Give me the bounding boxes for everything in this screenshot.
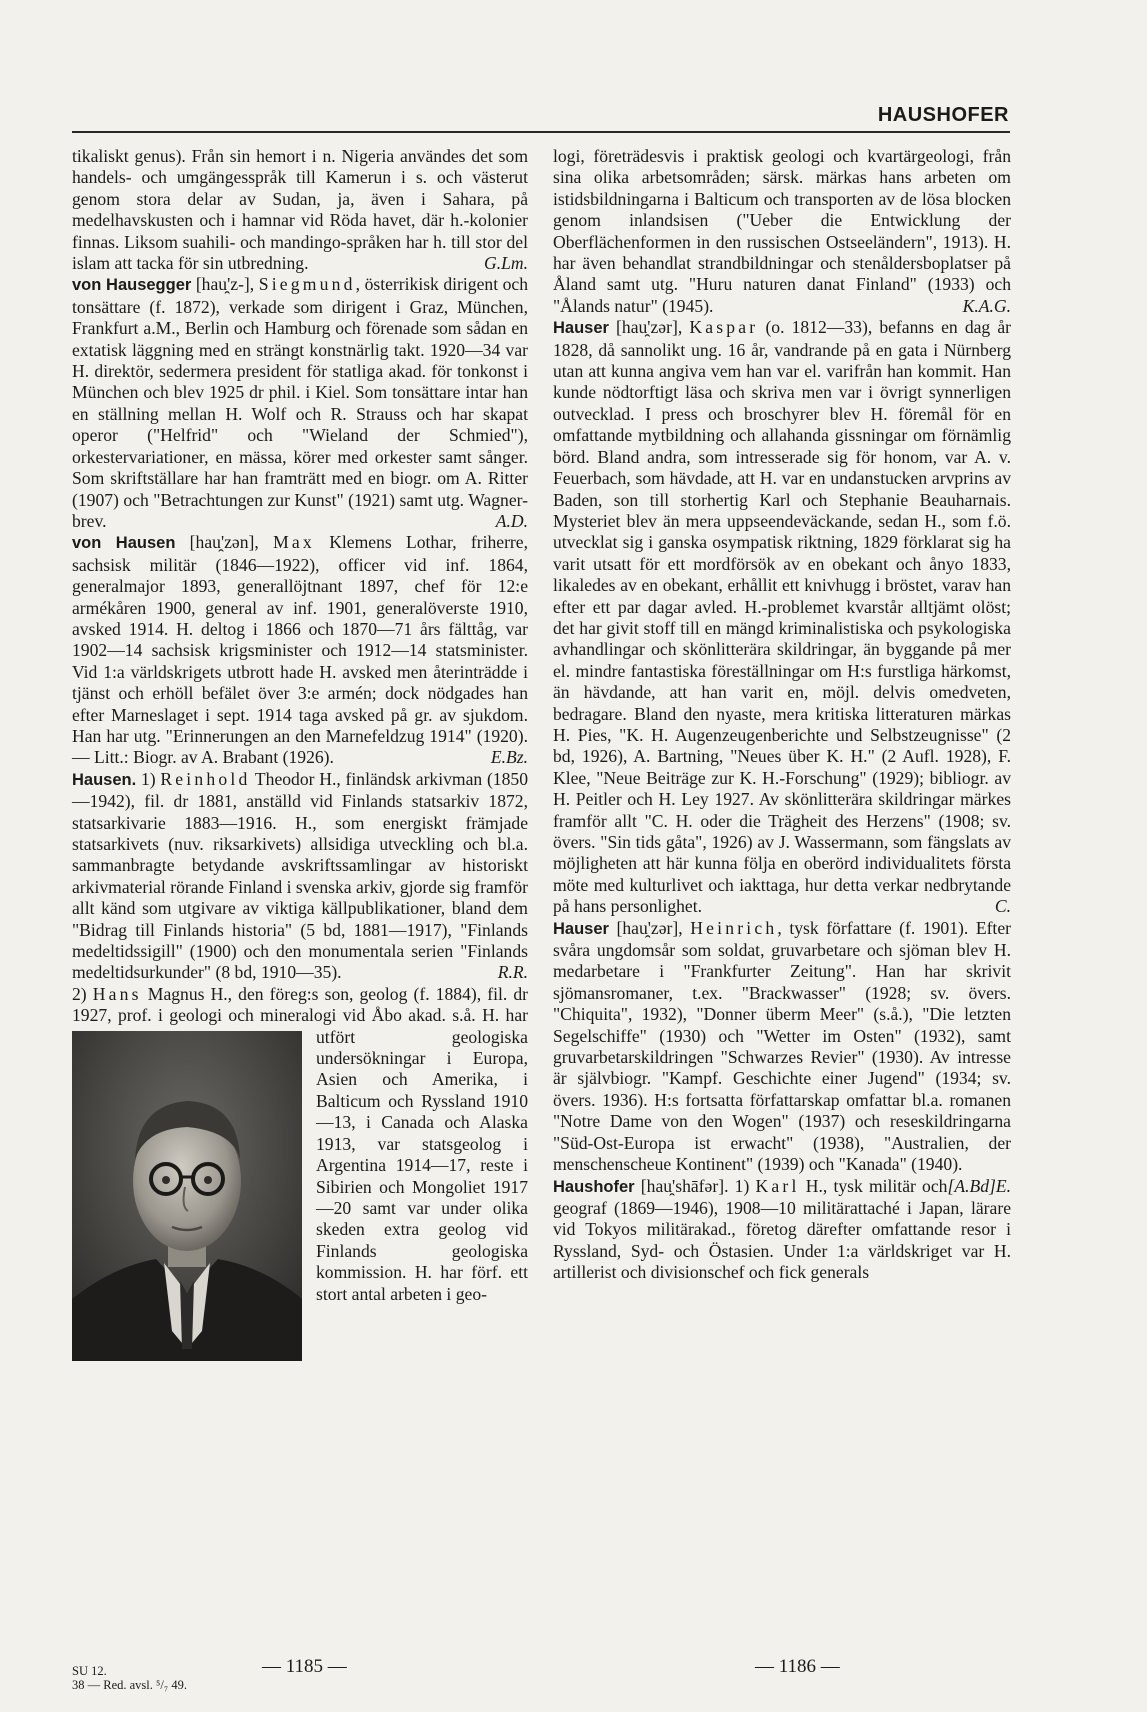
entry-headword: Hausen.: [72, 770, 137, 789]
author-signature: K.A.G.: [962, 295, 1011, 316]
entry-hausen-hans-cont: [553, 146, 1011, 317]
entry-given-name: Kaspar: [689, 317, 759, 338]
print-signature-line: SU 12.: [72, 1664, 107, 1678]
entry-pronunciation: [hau̯'zən],: [175, 532, 274, 553]
entry-hausen-reinhold: [72, 769, 528, 984]
entry-given-name: Max: [273, 532, 315, 553]
entry-pronunciation: [hau̯'zər],: [608, 917, 691, 938]
right-column: [553, 146, 1011, 1284]
author-signature: A.D.: [495, 510, 528, 531]
entry-text: , österrikisk dirigent och tonsättare (f. 1872), verkade som dirigent i Graz, München, Frankfurt a.M., Berlin och Hamburg och förenade som sådan en extatisk läggning med en strängt konstnärlig takt. 1920—34 var H. direktör, sedermera president för statliga akad. för tonkonst i München och blev 1925 dr phil. i Kiel. Som tonsättare intar han en ställning mellan H. Wolf och R. Strauss och har skapat operor ("Helfrid" och "Wieland der Schmied"), orkestervariationer, en mässa, körer med orkester samt sånger. Som skriftställare har han framträtt med en biogr. om A. Ritter (1907) och "Betrachtungen zur Kunst" (1921) samt utg. Wagner-brev.: [72, 274, 529, 531]
page-number-left: — 1185 —: [262, 1656, 347, 1677]
entry-given-name: Karl: [755, 1175, 800, 1196]
print-signature: [72, 1664, 187, 1692]
entry-given-name: Hans: [92, 983, 142, 1004]
entry-pronunciation: [hau̯'z-],: [191, 274, 259, 295]
page-number-right: — 1186 —: [755, 1656, 840, 1677]
entry-headword: Haushofer: [553, 1177, 635, 1196]
entry-headword: Hauser: [553, 919, 609, 938]
entry-hauser-kaspar: [553, 317, 1011, 917]
author-signature: E.Bz.: [490, 747, 528, 768]
print-signature-line: 38 — Red. avsl. ⁵/₇ 49.: [72, 1678, 187, 1692]
entry-text: H., tysk militär och geograf (1869—1946), 1908—10 militärattaché i Japan, lärare vid Tokyos militärakad., företog därefter omfattande resor i Ryssland, Syd- och Östasien. Under 1:a världskriget var H. artillerist och divisionschef och fick generals: [553, 1175, 1011, 1283]
entry-given-name: Reinhold: [160, 768, 251, 789]
entry-text: Klemens Lothar, friherre, sachsisk militär (1846—1922), officer vid inf. 1864, generalmajor 1893, generallöjtnant 1897, chef för 12:e armékåren 1900, general av inf. 1901, generalöverste 1910, avsked 1914. H. deltog i 1866 och 1870—71 års fälttåg, var 1902—14 sachsisk krigsminister och 1912—14 statsminister. Vid 1:a världskrigets utbrott hade H. avsked men återinträdde i tjänst och erhöll befälet över 3:e armén; dock nödgades han efter Marneslaget i sept. 1914 taga avsked på gr. av sjukdom. Han har utg. "Erinnerungen an den Marnefeldzug 1914" (1920). — Litt.: Biogr. av A. Brabant (1926).: [72, 532, 529, 768]
entry-pronunciation: 2): [72, 983, 93, 1004]
entry-headword: Hauser: [553, 319, 609, 338]
entry-hausegger: [72, 274, 528, 532]
entry-headword: von Hausegger: [72, 276, 192, 295]
author-signature: G.Lm.: [484, 253, 528, 274]
entry-text: tikaliskt genus). Från sin hemort i n. Nigeria användes det som handels- och umgängesspråk till Kamerun i s. och västerut genom stora delar av Sudan, ja, även i Sahara, på medelhavskusten och i hamnar vid Röda havet, där h.-kolonier finnas. Liksom suahili- och mandingo-språken har h. till stor del islam att tacka för sin utbredning.: [72, 146, 528, 274]
entry-text: logi, företrädesvis i praktisk geologi och kvartärgeologi, från sina olika arbetsområden; särsk. märkas hans arbeten om istidsbildningarna i Balticum och transporten av de lösa blocken genom inlandsisen ("Ueber die Entwicklung der Oberflächenformen in den russischen Ostseeländern", 1913). H. har även behandlat strandbildningar och stenåldersboplatser på Åland samt utg. "Huru naturen danat Finland" (1933) och "Ålands natur" (1945).: [553, 146, 1011, 316]
entry-haushofer: [553, 1176, 1011, 1284]
entry-pronunciation: [hau̯'zər],: [608, 317, 690, 338]
entry-pronunciation: 1): [136, 768, 161, 789]
portrait-photo: [72, 1031, 302, 1361]
header-rule: [72, 131, 1010, 133]
running-head: HAUSHOFER: [877, 104, 1009, 126]
entry-pronunciation: [hau̯'shāfər]. 1): [634, 1175, 756, 1196]
entry-given-name: Heinrich: [690, 917, 778, 938]
entry-text: , tysk författare (f. 1901). Efter svåra ungdomsår som soldat, gruvarbetare och sjöman blev H. medarbetare i "Frankfurter Zeitung". Han har skrivit sjömansromaner, t.ex. "Brackwasser" (1928; sv. övers. "Chiquita", 1932), "Donner überm Meer" (s.å.), "Die letzten Segelschiffe" (1930) och "Wetter im Osten" (1932), samt gruvarbetarskildringen "Schwarzes Revier" (1930). Av intresse är självbiogr. "Kampf. Geschichte einer Jugend" (1934; sv. övers. 1936). H:s fortsatta författarskap omfattar bl.a. romanen "Notre Dame von den Wogen" (1937) och reseskildringarna "Süd-Ost-Europa ist erwacht" (1938), "Australien, der menschenscheue Kontinent" (1939) och "Kanada" (1940).: [553, 917, 1011, 1175]
entry-text: undersökningar i Europa, Asien och Amerika, i Balticum och Ryssland 1910—13, i Canada och Alaska 1913, var statsgeolog i Argentina 1914—17, reste i Sibirien och Mongoliet 1917—20 samt var under olika skeden extra geolog vid Finlands geologiska kommission. H. har förf. ett stort antal arbeten i geo-: [316, 1048, 528, 1304]
author-signature: C.: [994, 896, 1011, 917]
entry-text: (o. 1812—33), befanns en dag år 1828, då sannolikt ung. 16 år, vandrande på en gata i Nürnberg utan att kunna angiva vem han var el. varifrån han kommit. Han kunde nödtorftigt läsa och skriva men var i övrigt synnerligen outvecklad. I press och broschyrer blev H. föremål för en omfattande mytbildning och allahanda gissningar om förnämlig börd. Bland andra, som intresserade sig för honom, var A. v. Feuerbach, som hävdade, att H. var en undanstucken arvprins av Baden, son till storhertig Karl och Stephanie Beauharnais. Mysteriet blev än mera uppseendeväckande, sedan H., som f.ö. utvecklat sig i ganska osympatisk riktning, 1829 förklarat sig ha varit utsatt för ett mordförsök av en obekant och ånyo 1833, likaledes av en obekant, erhållit ett knivhugg i bröstet, varav han efter ett par dagar avled. H.-problemet kvarstår alltjämt olöst; det har givit stoff till en mängd kriminalistiska och psykologiska avhandlingar och skönlitterära skildringar, än byggande på mer el. mindre fantastiska föreställningar om H:s furstliga härkomst, än hävdande, att han varit en, möjl. delvis omedveten, bedragare. Bland den nyaste, mera kritiska litteraturen märkas H. Pies, "K. H. Augenzeugenberichte und Selbstzeugnisse" (2 bd, 1926), A. Bartning, "Neues über K. H." (2 Aufl. 1928), F. Klee, "Neue Beiträge zur K. H.-Forschung" (1929); bibliogr. av H. Peitler och H. Ley 1927. Av skönlitterära skildringar märkes framför allt "C. H. oder die Trägheit des Herzens" (1908; sv. övers. "Sin tids gåta", 1926) av J. Wassermann, som fängslats av möjligheten att här kunna följa en oberörd individualitets första möte med kulturlivet och iakttaga, hur detta verkar nedbrytande på hans personlighet.: [553, 317, 1011, 917]
entry-von-hausen: [72, 532, 528, 768]
entry-text: Theodor H., finländsk arkivman (1850—1942), fil. dr 1881, anställd vid Finlands statsarkiv 1872, statsarkivarie 1883—1916. H., som energiskt främjade statsarkivets (nuv. riksarkivets) allsidiga utveckling och bl.a. sammanbragte betydande avskriftssamlingar av historiskt arkivmaterial rörande Finland i svenska arkiv, gjorde sig framför allt känd som utgivare av viktiga källpublikationer, bland dem "Bidrag till Finlands historia" (5 bd, 1881—1917), "Finlands medeltidssigill" (1900) och den monumentala serien "Finlands medeltidsurkunder" (8 bd, 1910—35).: [72, 768, 528, 983]
entry-hausa-end: [72, 146, 528, 274]
author-signature: [A.Bd]E.: [947, 1175, 1011, 1196]
author-signature: R.R.: [497, 962, 528, 983]
entry-headword: von Hausen: [72, 534, 176, 553]
entry-text-intro: Magnus H., den föreg:s son, geolog (f. 1884), fil. dr 1927, prof. i geologi och mineralogi vid Åbo akad. s.å. H. har utfört geologiska: [72, 983, 528, 1047]
portrait-image: [72, 1031, 302, 1361]
left-column: [72, 146, 528, 1365]
entry-hausen-hans: [72, 984, 528, 1305]
entry-given-name: Siegmund: [258, 274, 356, 295]
